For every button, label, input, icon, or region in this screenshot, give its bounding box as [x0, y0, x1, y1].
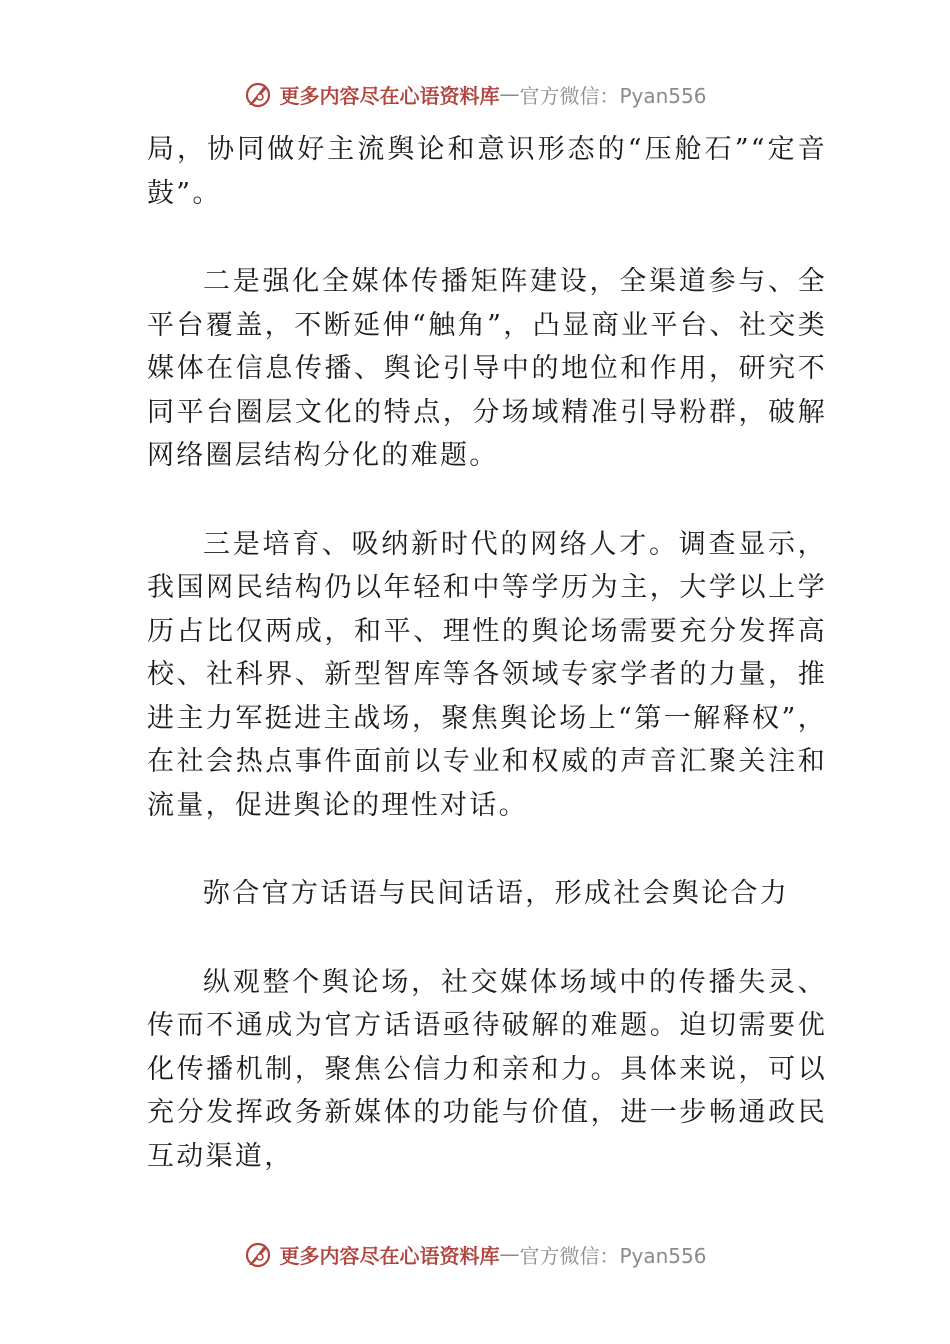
watermark-brand: 更多内容尽在心语资料库 — [279, 83, 500, 108]
section-heading: 弥合官方话语与民间话语，形成社会舆论合力 — [203, 878, 789, 909]
paragraph-three: 三是培育、吸纳新时代的网络人才。调查显示，我国网民结构仍以年轻和中等学历为主，大学以上学历占比仅两成，和平、理性的舆论场需要充分发挥高校、社科界、新型智库等各领域专家学者的力量，推进主力军挺进主战场，聚焦舆论场上“第一解释权”，在社会热点事件面前以专业和权威的声音汇聚关注和流量，促进舆论的理性对话。 — [147, 528, 827, 821]
paragraph-four: 纵观整个舆论场，社交媒体场域中的传播失灵、传而不通成为官方话语亟待破解的难题。迫切需要优化传播机制，聚焦公信力和亲和力。具体来说，可以充分发挥政务新媒体的功能与价值，进一步畅通政民互动渠道， — [147, 966, 827, 1172]
document-body — [147, 128, 827, 1178]
paragraph-continuation: 局，协同做好主流舆论和意识形态的“压舱石”“定音鼓”。 — [147, 134, 827, 209]
watermark-separator: — — [499, 1242, 520, 1266]
paragraph-two: 二是强化全媒体传播矩阵建设，全渠道参与、全平台覆盖，不断延伸“触角”，凸显商业平台、社交类媒体在信息传播、舆论引导中的地位和作用，研究不同平台圈层文化的特点，分场域精准引导粉群，破解网络圈层结构分化的难题。 — [147, 266, 827, 471]
header-watermark — [0, 74, 950, 114]
watermark-brand: 更多内容尽在心语资料库 — [279, 1243, 500, 1268]
footer-watermark — [0, 1234, 950, 1274]
quill-circle-icon — [243, 79, 273, 109]
watermark-separator: — — [499, 82, 520, 106]
watermark-contact: 官方微信：Pyan556 — [519, 83, 707, 108]
quill-circle-icon — [243, 1239, 273, 1269]
watermark-contact: 官方微信：Pyan556 — [519, 1243, 707, 1268]
